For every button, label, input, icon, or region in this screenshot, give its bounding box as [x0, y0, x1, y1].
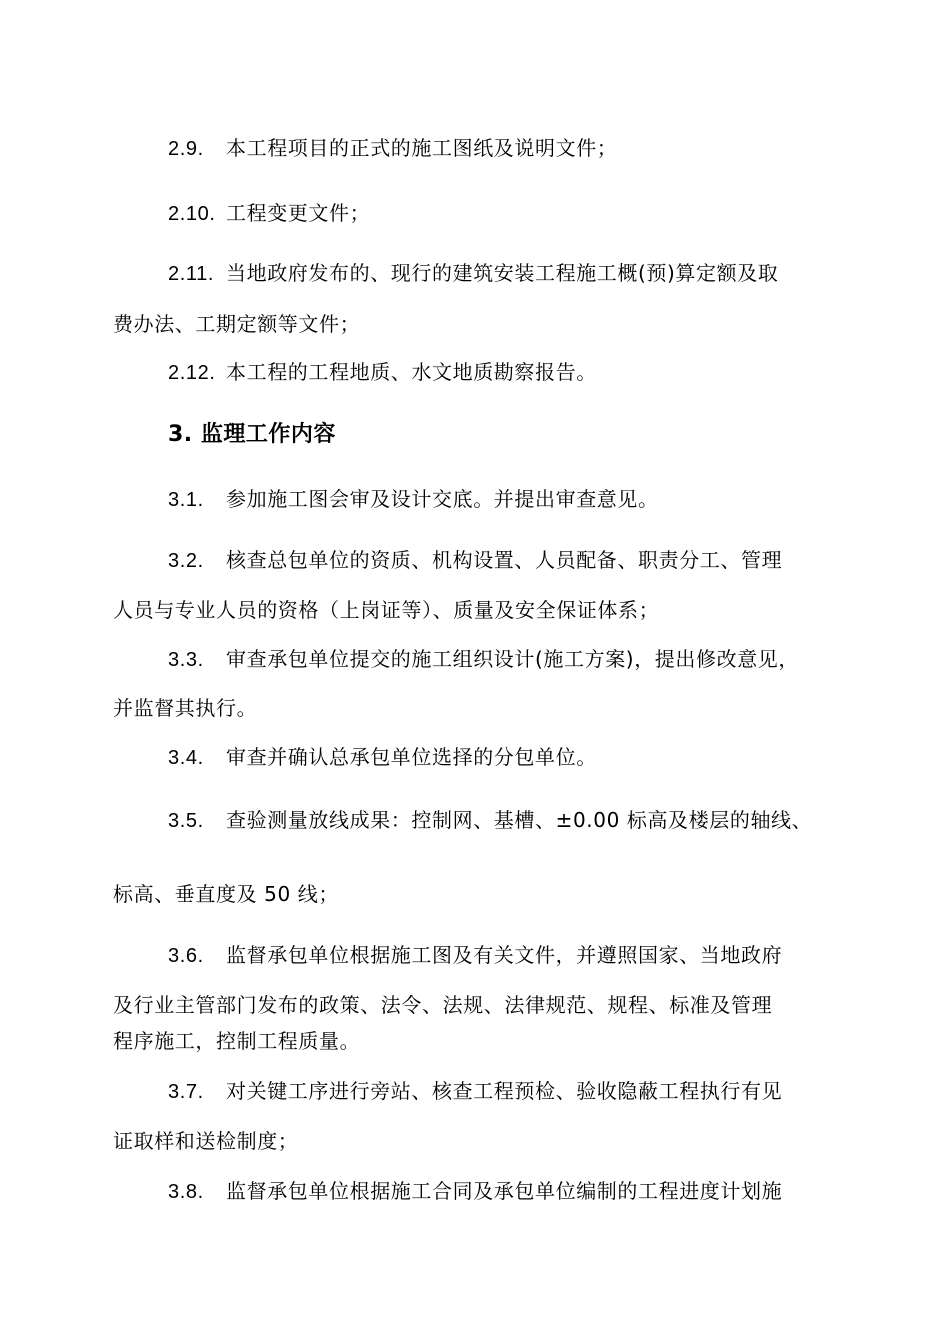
clause-number: 3.4.: [168, 747, 204, 769]
clause-number: 3.5.: [168, 810, 204, 832]
clause-text: 监督承包单位根据施工图及有关文件，并遵照国家、当地政府: [226, 943, 783, 967]
clause-3-3-continuation: 并监督其执行。: [113, 696, 258, 720]
clause-text: 监督承包单位根据施工合同及承包单位编制的工程进度计划施: [226, 1179, 783, 1203]
clause-number: 2.9.: [168, 138, 204, 160]
clause-2-11: [168, 259, 778, 288]
clause-2-11-continuation: 费办法、工期定额等文件；: [113, 312, 361, 336]
clause-text: 查验测量放线成果：控制网、基槽、±0.00 标高及楼层的轴线、: [226, 808, 813, 832]
clause-text: 审查承包单位提交的施工组织设计(施工方案)，提出修改意见，: [226, 647, 800, 671]
clause-text: 参加施工图会审及设计交底。并提出审查意见。: [226, 487, 659, 511]
clause-2-9: [168, 134, 617, 163]
clause-2-10: [168, 199, 370, 228]
clause-3-1: [168, 485, 659, 514]
clause-number: 3.8.: [168, 1181, 204, 1203]
clause-3-3: [168, 645, 799, 674]
clause-number: 3.1.: [168, 489, 204, 511]
clause-text: 核查总包单位的资质、机构设置、人员配备、职责分工、管理: [226, 548, 783, 572]
clause-3-6-continuation: 程序施工，控制工程质量。: [113, 1029, 361, 1053]
clause-3-4: [168, 743, 597, 772]
clause-text: 审查并确认总承包单位选择的分包单位。: [226, 745, 597, 769]
clause-text: 本工程项目的正式的施工图纸及说明文件；: [226, 136, 618, 160]
clause-number: 3.2.: [168, 550, 204, 572]
clause-3-7: [168, 1077, 782, 1106]
clause-3-5: [168, 806, 812, 835]
clause-text: 当地政府发布的、现行的建筑安装工程施工概(预)算定额及取: [226, 261, 779, 285]
clause-number: 2.11.: [168, 263, 214, 285]
clause-2-12: [168, 358, 597, 387]
clause-number: 3.3.: [168, 649, 204, 671]
clause-3-6: [168, 941, 782, 970]
clause-3-5-continuation: 标高、垂直度及 50 线；: [113, 882, 339, 906]
clause-number: 2.12.: [168, 362, 216, 384]
clause-3-6-continuation: 及行业主管部门发布的政策、法令、法规、法律规范、规程、标准及管理: [113, 993, 773, 1017]
clause-text: 本工程的工程地质、水文地质勘察报告。: [226, 360, 597, 384]
clause-number: 3.7.: [168, 1081, 204, 1103]
section-heading: 3. 监理工作内容: [168, 422, 336, 447]
clause-text: 对关键工序进行旁站、核查工程预检、验收隐蔽工程执行有见: [226, 1079, 783, 1103]
clause-3-2: [168, 546, 782, 575]
clause-3-2-continuation: 人员与专业人员的资格（上岗证等）、质量及安全保证体系；: [113, 598, 660, 622]
clause-number: 3.6.: [168, 945, 204, 967]
clause-text: 工程变更文件；: [226, 201, 371, 225]
clause-3-8: [168, 1177, 782, 1206]
clause-number: 2.10.: [168, 203, 216, 225]
clause-3-7-continuation: 证取样和送检制度；: [113, 1129, 299, 1153]
